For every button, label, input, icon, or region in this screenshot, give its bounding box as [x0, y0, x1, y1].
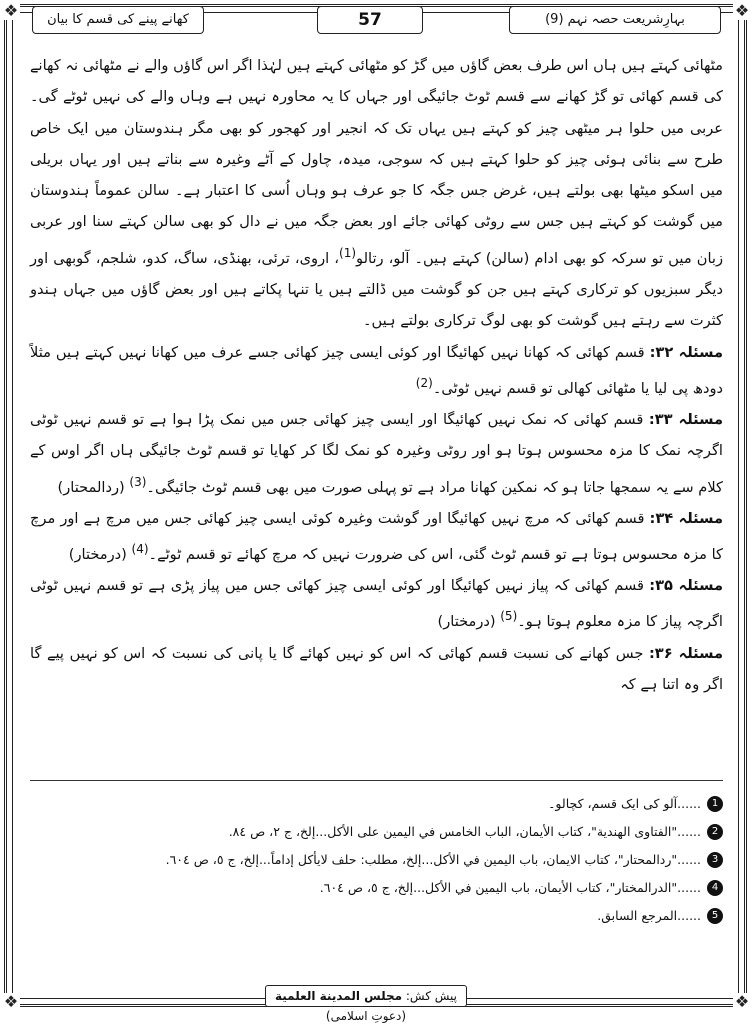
- chapter-topic: کھانے پینے کی قسم کا بیان: [32, 6, 204, 34]
- publisher-footer: [265, 985, 467, 1023]
- footnote-number: 5: [707, 908, 723, 924]
- footnote-item: [30, 818, 723, 846]
- paragraph-text: مٹھائی کہتے ہیں ہاں اس طرف بعض گاؤں میں گڑ کو مٹھائی کہتے ہیں لہٰذا اگر اس گاؤں والے نے مٹھائی نہ کھانے کی قسم کھائی تو گڑ کھانے سے قسم ٹوٹ جائیگی اور جہاں کا یہ محاورہ نہیں ہے وہاں والے کی نہیں ٹوٹے گی۔ عربی میں حلوا ہر میٹھی چیز کو کہتے ہیں یہاں تک کہ انجیر اور کھجور کو بھی مگر ہندوستان میں ایک خاص طرح سے بنائی ہوئی چیز کو حلوا کہتے ہیں کہ سوجی، میدہ، چاول کے آٹے وغیرہ سے بناتے ہیں اور یہاں بریلی میں اسکو میٹھا بھی بولتے ہیں، غرض جس جگہ کا جو عرف ہو وہاں اُسی کا اعتبار ہے۔ سالن عموماً ہندوستان میں گوشت کو کہتے ہیں جس سے روٹی کھائی جائے اور بعض جگہ میں نے دال کو بھی سالن کہتے سنا اور عربی زبان میں تو سرکہ کو بھی ادام (سالن) کہتے ہیں۔ آلو، رتالو: [30, 57, 723, 267]
- footnote-text: ......آلو کی ایک قسم، کچالو۔: [548, 796, 701, 811]
- masala-source: (درمختار): [437, 613, 496, 631]
- publisher-name: مجلس المدينة العلمية: [274, 989, 403, 1003]
- footnote-number: 3: [707, 852, 723, 868]
- corner-ornament-icon: ❖: [734, 1, 750, 20]
- footnote-ref: (2): [415, 375, 433, 390]
- footnote-text: ......المرجع السابق.: [597, 908, 701, 923]
- footnote-ref: (4): [131, 542, 149, 557]
- footnote-text: ......"الفتاوى الهندية"، كتاب الأيمان، الباب الخامس في اليمين على الأكل...إلخ، ج ٢، ص ٨٤.: [228, 824, 701, 839]
- footnote-item: [30, 874, 723, 902]
- intro-paragraph: [30, 50, 723, 337]
- masala-text: جس کھانے کی نسبت قسم کھائی کہ اس کو نہیں کھائے گا یا پانی کی نسبت کہ اس کو نہیں پیے گا اگر وہ اتنا ہے کہ: [30, 644, 723, 693]
- masala-source: (درمختار): [68, 545, 127, 563]
- masala-text: قسم کھائی کہ نمک نہیں کھائیگا اور ایسی چیز کھائی جس میں نمک پڑا ہوا ہے تو قسم نہیں ٹوٹی اگرچہ نمک کا مزہ محسوس ہوتا ہو اور روٹی وغیرہ کو نمک لگا کر کھایا تو قسم ٹوٹ جائیگی ہاں اگر اوس کے کلام سے یہ سمجھا جاتا ہو کہ نمکین کھانا مراد ہے تو پہلی صورت میں بھی قسم ٹوٹ جائیگی۔: [30, 410, 723, 496]
- masala-text: قسم کھائی کہ کھانا نہیں کھائیگا اور کوئی ایسی چیز کھائی جسے عرف میں کھانا نہیں کہتے ہیں مثلاً دودھ پی لیا یا مٹھائی کھالی تو قسم نہیں ٹوٹی۔: [30, 343, 723, 397]
- footnote-number: 2: [707, 824, 723, 840]
- masala-text: قسم کھائی کہ پیاز نہیں کھائیگا اور کوئی ایسی چیز کھائی جس میں پیاز پڑی ہے تو قسم نہیں ٹوٹی اگرچہ پیاز کا مزہ معلوم ہوتا ہو۔: [30, 577, 723, 631]
- page-number: 57: [317, 6, 423, 34]
- page-header: [32, 6, 721, 36]
- footnote-ref: (3): [129, 474, 147, 489]
- masala-35: [30, 570, 723, 637]
- masala-label: مسئلہ ۳۶:: [648, 644, 723, 662]
- footnote-item: [30, 846, 723, 874]
- paragraph-text: ، اروی، ترئی، بھنڈی، ساگ، کدو، شلجم، گوبھی اور دیگر سبزیوں کو ترکاری کہتے ہیں جن کو گوشت میں ڈالتے ہیں یا تنہا پکاتے ہیں اور بعض گاؤں میں جہاں ہندو کثرت سے رہتے ہیں گوشت کو بھی لوگ ترکاری بولتے ہیں۔: [30, 249, 723, 330]
- footer-suffix: (دعوتِ اسلامی): [325, 1009, 407, 1023]
- footnote-item: [30, 902, 723, 930]
- corner-ornament-icon: ❖: [3, 1, 19, 20]
- corner-ornament-icon: ❖: [734, 992, 750, 1011]
- footnote-item: [30, 790, 723, 818]
- footer-prefix: پیش کش:: [405, 989, 458, 1003]
- masala-label: مسئلہ ۳۵:: [649, 577, 724, 595]
- footnote-text: ......"الدرالمختار"، كتاب الأيمان، باب اليمين في الأكل...إلخ، ج ٥، ص ٦٠٤.: [319, 880, 701, 895]
- corner-ornament-icon: ❖: [3, 992, 19, 1011]
- masala-32: [30, 337, 723, 404]
- masala-33: [30, 404, 723, 503]
- footnote-text: ......"ردالمحتار"، كتاب الايمان، باب اليمين في الأكل...إلخ، مطلب: حلف لايأكل إداماً...إلخ، ج ٥، ص ٦٠٤.: [165, 852, 701, 867]
- footnotes: [30, 790, 723, 930]
- masala-34: [30, 503, 723, 570]
- masala-label: مسئلہ ۳۳:: [648, 410, 723, 428]
- masala-label: مسئلہ ۳۴:: [649, 509, 723, 527]
- page-body: [30, 50, 723, 700]
- masala-36: [30, 638, 723, 701]
- masala-source: (ردالمحتار): [57, 478, 125, 496]
- footnote-number: 4: [707, 880, 723, 896]
- footnote-number: 1: [707, 796, 723, 812]
- footnote-divider: [30, 780, 723, 781]
- book-title: بہارِشریعت حصہ نہم (9): [509, 6, 721, 34]
- masala-label: مسئلہ ۳۲:: [649, 343, 723, 361]
- footnote-ref: (5): [500, 609, 518, 624]
- footnote-ref: (1): [339, 245, 357, 260]
- masala-text: قسم کھائی کہ مرچ نہیں کھائیگا اور گوشت وغیرہ کوئی ایسی چیز کھائی جس میں مرچ ہے اور مرچ کا مزہ محسوس ہوتا ہے تو قسم ٹوٹ گئی، اس کی ضرورت نہیں کہ مرچ کھائے تو قسم ٹوٹے۔: [30, 509, 723, 563]
